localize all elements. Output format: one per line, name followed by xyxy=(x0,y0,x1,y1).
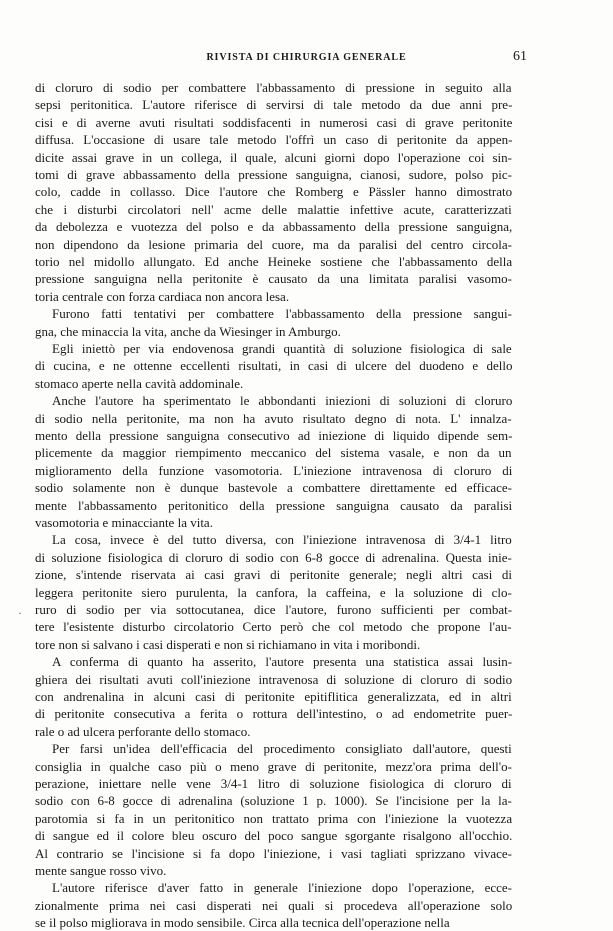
text-line: torio nel midollo allungato. Ed anche Heineke sostiene che l'abbassamento della xyxy=(35,254,513,269)
text-line: dicite assai grave in un collega, il quale, alcuni giorni dopo l'operazione coi sin- xyxy=(35,150,512,165)
text-line: pressione sanguigna nella peritonite è causato da una limitata paralisi vasomo- xyxy=(35,271,512,286)
text-line: La cosa, invece è del tutto diversa, con l'iniezione intravenosa di 3/4-1 litro xyxy=(52,532,512,547)
text-line: zionalmente prima nei casi disperati nei quali si procedeva all'operazione solo xyxy=(35,898,513,913)
text-line: di sodio nella peritonite, ma non ha avuto risultato degno di nota. L' innalza- xyxy=(35,411,512,426)
text-line: Egli iniettò per via endovenosa grandi quantità di soluzione fisiologica di sale xyxy=(52,341,512,356)
text-line: tomi di grave abbassamento della pressione sanguigna, cianosi, sudore, polso pic- xyxy=(35,167,512,182)
text-line: diffusa. L'occasione di usare tale metodo l'offrì un caso di peritonite da appen- xyxy=(35,132,513,147)
text-line: che i disturbi circolatori nell' acme delle malattie infettive acute, caratterizzati xyxy=(35,202,512,217)
text-line: ruro di sodio per via sottocutanea, dice l'autore, furono sufficienti per combat- xyxy=(35,602,513,617)
text-line: tore non si salvano i casi disperati e non si richiamano in vita i moribondi. xyxy=(35,637,421,652)
text-line: Anche l'autore ha sperimentato le abbondanti iniezioni di soluzioni di cloruro xyxy=(52,393,513,408)
running-title: RIVISTA DI CHIRURGIA GENERALE xyxy=(206,52,407,63)
text-line: non dipendono da lesione primaria del cuore, ma da paralisi del centro circola- xyxy=(35,237,512,252)
text-line: sodio con 6-8 gocce di adrenalina (soluzione 1 p. 1000). Se l'incisione per la la- xyxy=(35,793,512,808)
text-line: sepsi peritonitica. L'autore riferisce di servirsi di tale metodo da due anni pre- xyxy=(35,97,513,112)
text-line: con andrenalina in alcuni casi di peritonite epitiflitica generalizzata, ed in altri xyxy=(35,689,512,704)
text-line: di cucina, e ne ottenne eccellenti risultati, in casi di ulcere del duodeno e dello xyxy=(35,358,513,373)
text-line: da debolezza e vuotezza del polso e da abbassamento della pressione sanguigna, xyxy=(35,219,513,234)
text-line: parotomia si fa in un peritonitico non trattato prima con l'iniezione la vuotezza xyxy=(35,811,513,826)
text-line: cisi e di averne avuti risultati soddisfacenti in numerosi casi di grave peritonite xyxy=(35,115,513,130)
text-line: Al contrario se l'incisione si fa dopo l'iniezione, i vasi tagliati sprizzano vivace- xyxy=(35,846,512,861)
text-line: se il polso migliorava in modo sensibile. Circa alla tecnica dell'operazione nella xyxy=(35,915,450,930)
running-header xyxy=(0,49,613,68)
text-line: plicemente da maggior riempimento meccanico del sistema vasale, e non da un xyxy=(35,445,512,460)
text-line: tere l'esistente disturbo circolatorio Certo però che col metodo che propone l'au- xyxy=(35,619,512,634)
text-line: gna, che minaccia la vita, anche da Wiesinger in Amburgo. xyxy=(35,324,341,339)
text-line: colo, cadde in collasso. Dice l'autore che Romberg e Pässler hanno dimostrato xyxy=(35,184,513,199)
text-line: di peritonite consecutiva a ferita o rottura dell'intestino, o ad endometrite puer- xyxy=(35,706,513,721)
text-line: stomaco aperte nella cavità addominale. xyxy=(35,376,244,391)
text-line: sodio solamente non è dunque bastevole a combattere direttamente ed efficace- xyxy=(35,480,512,495)
text-line: rale o ad ulcera perforante dello stomaco. xyxy=(35,724,251,739)
text-line: leggera peritonite siero purulenta, la canfora, la caffeina, e la soluzione di clo- xyxy=(35,585,512,600)
page-number: 61 xyxy=(513,49,527,64)
text-line: A conferma di quanto ha asserito, l'autore presenta una statistica assai lusin- xyxy=(52,654,513,669)
text-line: Per farsi un'idea dell'efficacia del procedimento consigliato dall'autore, questi xyxy=(52,741,512,756)
text-line: vasomotoria e minacciante la vita. xyxy=(35,515,213,530)
text-line: L'autore riferisce d'aver fatto in generale l'iniezione dopo l'operazione, ecce- xyxy=(52,880,512,895)
text-line: toria centrale con forza cardiaca non ancora lesa. xyxy=(35,289,290,304)
text-line: di soluzione fisiologica di cloruro di sodio con 6-8 gocce di adrenalina. Questa inie- xyxy=(35,550,512,565)
text-line: consiglia in qualche caso più o meno grave di peritonite, mezz'ora prima dell'o- xyxy=(35,759,512,774)
text-line: mento della pressione sanguigna consecutivo ad iniezione di liquido dipende sem- xyxy=(35,428,513,443)
text-line: Furono fatti tentativi per combattere l'abbassamento della pressione sangui- xyxy=(52,306,512,321)
margin-mark: · xyxy=(18,606,22,620)
text-line: di cloruro di sodio per combattere l'abbassamento di pressione in seguito alla xyxy=(35,80,512,95)
text-line: mente l'abbassamento peritonitico della pressione sanguigna causato da paralisi xyxy=(35,498,513,513)
text-line: mente sangue rosso vivo. xyxy=(35,863,167,878)
text-line: ghiera dei risultati avuti coll'iniezione intravenosa di soluzione di cloruro di sodio xyxy=(35,672,513,687)
text-line: di sangue ed il colore bleu oscuro del poco sangue sgorgante risalgono all'occhio. xyxy=(35,828,513,843)
text-line: zione, s'intende riservata ai casi gravi di peritonite generale; negli altri casi di xyxy=(35,567,512,582)
text-line: miglioramento della funzione vasomotoria. L'iniezione intravenosa di cloruro di xyxy=(35,463,513,478)
text-line: perazione, iniettare nelle vene 3/4-1 litro di soluzione fisiologica di cloruro di xyxy=(35,776,512,791)
